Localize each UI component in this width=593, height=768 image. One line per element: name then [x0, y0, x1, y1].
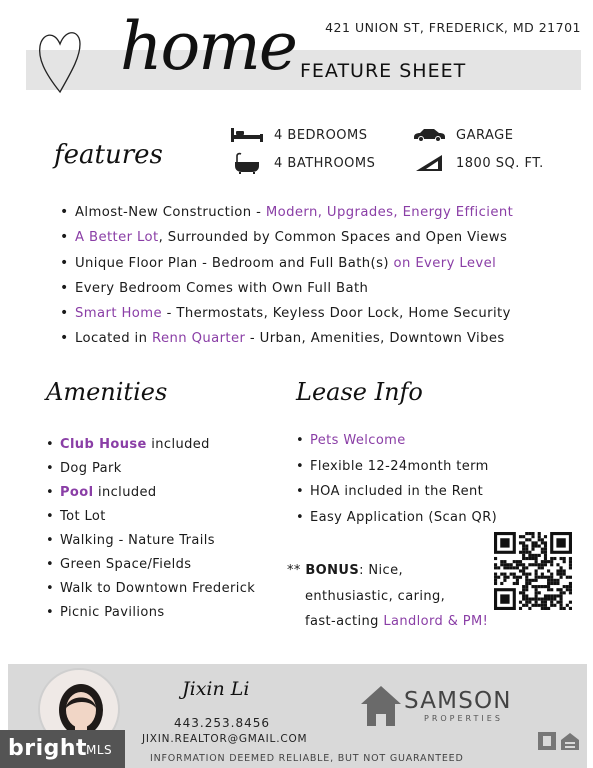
- bed-icon: [230, 124, 264, 146]
- lease-info-list: [296, 428, 497, 530]
- lease-item: • Flexible 12-24month term: [296, 454, 497, 480]
- spec-garage: [412, 124, 513, 146]
- realtor-equal-housing-icon: [537, 730, 581, 752]
- amenity-item: • Walking - Nature Trails: [46, 529, 255, 553]
- lease-info-heading: Lease Info: [296, 378, 423, 406]
- amenities-heading: Amenities: [46, 378, 168, 406]
- amenity-item: • Green Space/Fields: [46, 553, 255, 577]
- property-address: 421 UNION ST, FREDERICK, MD 21701: [325, 20, 581, 35]
- feature-item: • Smart Home - Thermostats, Keyless Door Lock, Home Security: [60, 301, 580, 326]
- lease-item: • HOA included in the Rent: [296, 479, 497, 505]
- feature-item: • Located in Renn Quarter - Urban, Amenities, Downtown Vibes: [60, 326, 580, 351]
- spec-square-feet-label: 1800 SQ. FT.: [456, 155, 544, 171]
- spec-garage-label: GARAGE: [456, 127, 514, 143]
- feature-item: • Every Bedroom Comes with Own Full Bath: [60, 276, 580, 301]
- bright-mls-brand: bright: [8, 736, 88, 761]
- bonus-note: ** BONUS: Nice, enthusiastic, caring, fast-acting Landlord & PM!: [287, 563, 489, 629]
- feature-sheet-title: FEATURE SHEET: [300, 60, 467, 82]
- ruler-triangle-icon: [412, 152, 446, 174]
- feature-item: • Unique Floor Plan - Bedroom and Full Bath(s) on Every Level: [60, 251, 580, 276]
- bright-mls-suffix: MLS: [86, 743, 113, 757]
- qr-code-icon[interactable]: [494, 532, 572, 610]
- features-heading: features: [54, 140, 163, 170]
- lease-item: • Pets Welcome: [296, 428, 497, 454]
- amenity-item: • Tot Lot: [46, 505, 255, 529]
- bathtub-icon: [230, 152, 264, 174]
- feature-item: • A Better Lot, Surrounded by Common Spaces and Open Views: [60, 225, 580, 250]
- lease-item: • Easy Application (Scan QR): [296, 505, 497, 531]
- feature-list: [60, 200, 580, 352]
- amenity-item: • Picnic Pavilions: [46, 601, 255, 625]
- disclaimer-text: INFORMATION DEEMED RELIABLE, BUT NOT GUARANTEED: [150, 753, 464, 764]
- agent-name: Jixin Li: [182, 678, 250, 700]
- agent-email[interactable]: JIXIN.REALTOR@GMAIL.COM: [142, 733, 308, 745]
- brokerage-name: SAMSON: [404, 688, 512, 714]
- brokerage-subtitle: PROPERTIES: [424, 714, 503, 723]
- spec-bedrooms-label: 4 BEDROOMS: [274, 127, 368, 143]
- bonus-label: BONUS: [305, 563, 360, 578]
- car-icon: [412, 124, 446, 146]
- home-script-title: home: [120, 8, 296, 85]
- amenity-item: • Club House included: [46, 433, 255, 457]
- samson-house-logo: [360, 684, 402, 728]
- amenities-list: [46, 433, 255, 625]
- heart-outline-icon: [34, 22, 86, 98]
- spec-bedrooms: [230, 124, 368, 146]
- spec-bathrooms-label: 4 BATHROOMS: [274, 155, 376, 171]
- amenity-item: • Dog Park: [46, 457, 255, 481]
- amenity-item: • Pool included: [46, 481, 255, 505]
- feature-item: • Almost-New Construction - Modern, Upgrades, Energy Efficient: [60, 200, 580, 225]
- agent-phone[interactable]: 443.253.8456: [174, 716, 270, 730]
- spec-bathrooms: [230, 152, 375, 174]
- amenity-item: • Walk to Downtown Frederick: [46, 577, 255, 601]
- spec-square-feet: [412, 152, 544, 174]
